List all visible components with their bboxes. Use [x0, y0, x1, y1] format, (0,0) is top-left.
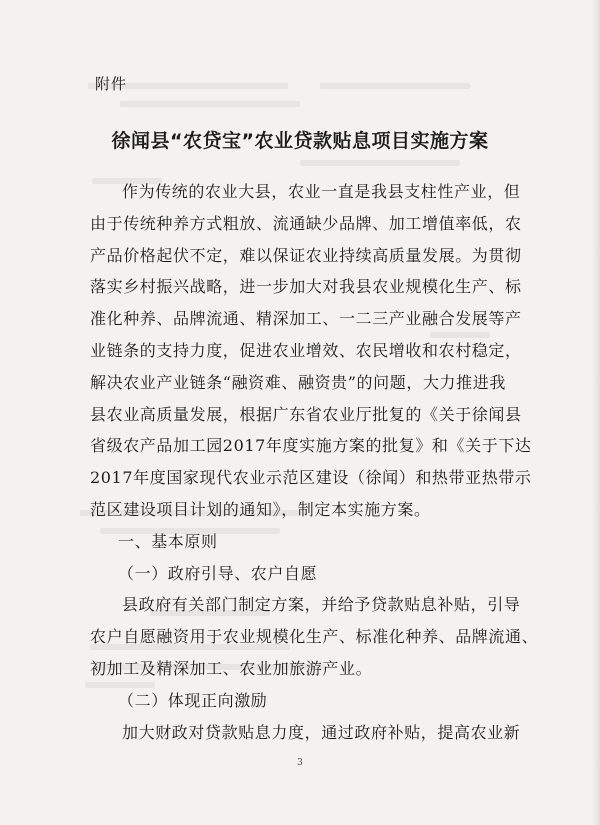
body-text-line: 范区建设项目计划的通知》，制定本实施方案。: [90, 499, 431, 519]
section-heading: 一、基本原则: [118, 531, 218, 551]
subsection-heading: （一）政府引导、农户自愿: [118, 563, 318, 583]
body-text-line: 产品价格起伏不定，难以保证农业持续高质量发展。为贯彻: [90, 245, 522, 265]
body-text-line: 加大财政对贷款贴息力度，通过政府补贴，提高农业新: [122, 722, 521, 742]
page-edge-shadow: [592, 0, 600, 825]
body-text-line: 农户自愿融资用于农业规模化生产、标准化种养、品牌流通、: [90, 627, 539, 647]
body-text-line: 业链条的支持力度，促进农业增效、农民增收和农村稳定，: [90, 340, 522, 360]
document-body: [90, 176, 539, 748]
body-text-line: 2017年度国家现代农业示范区建设（徐闻）和热带亚热带示: [90, 468, 532, 488]
body-text-line: 由于传统种养方式粗放、流通缺少品牌、加工增值率低，农: [90, 213, 522, 233]
document-title: 徐闻县“农贷宝”农业贷款贴息项目实施方案: [111, 130, 489, 152]
body-text-line: 初加工及精深加工、农业加旅游产业。: [90, 658, 373, 678]
subsection-heading: （二）体现正向激励: [118, 690, 268, 710]
attachment-label: 附件: [95, 75, 128, 93]
body-text-line: 解决农业产业链条“融资难、融资贵”的问题，大力推进我: [90, 372, 506, 392]
page-number: 3: [297, 758, 303, 768]
body-text-line: 县政府有关部门制定方案，并给予贷款贴息补贴，引导: [122, 595, 521, 615]
body-text-line: 省级农产品加工园2017年度实施方案的批复》和《关于下达: [90, 436, 532, 456]
body-text-line: 作为传统的农业大县，农业一直是我县支柱性产业，但: [122, 182, 521, 201]
body-text-line: 县农业高质量发展，根据广东省农业厅批复的《关于徐闻县: [90, 404, 522, 424]
body-text-line: 准化种养、品牌流通、精深加工、一二三产业融合发展等产: [90, 309, 522, 329]
body-text-line: 落实乡村振兴战略，进一步加大对我县农业规模化生产、标: [90, 277, 522, 297]
